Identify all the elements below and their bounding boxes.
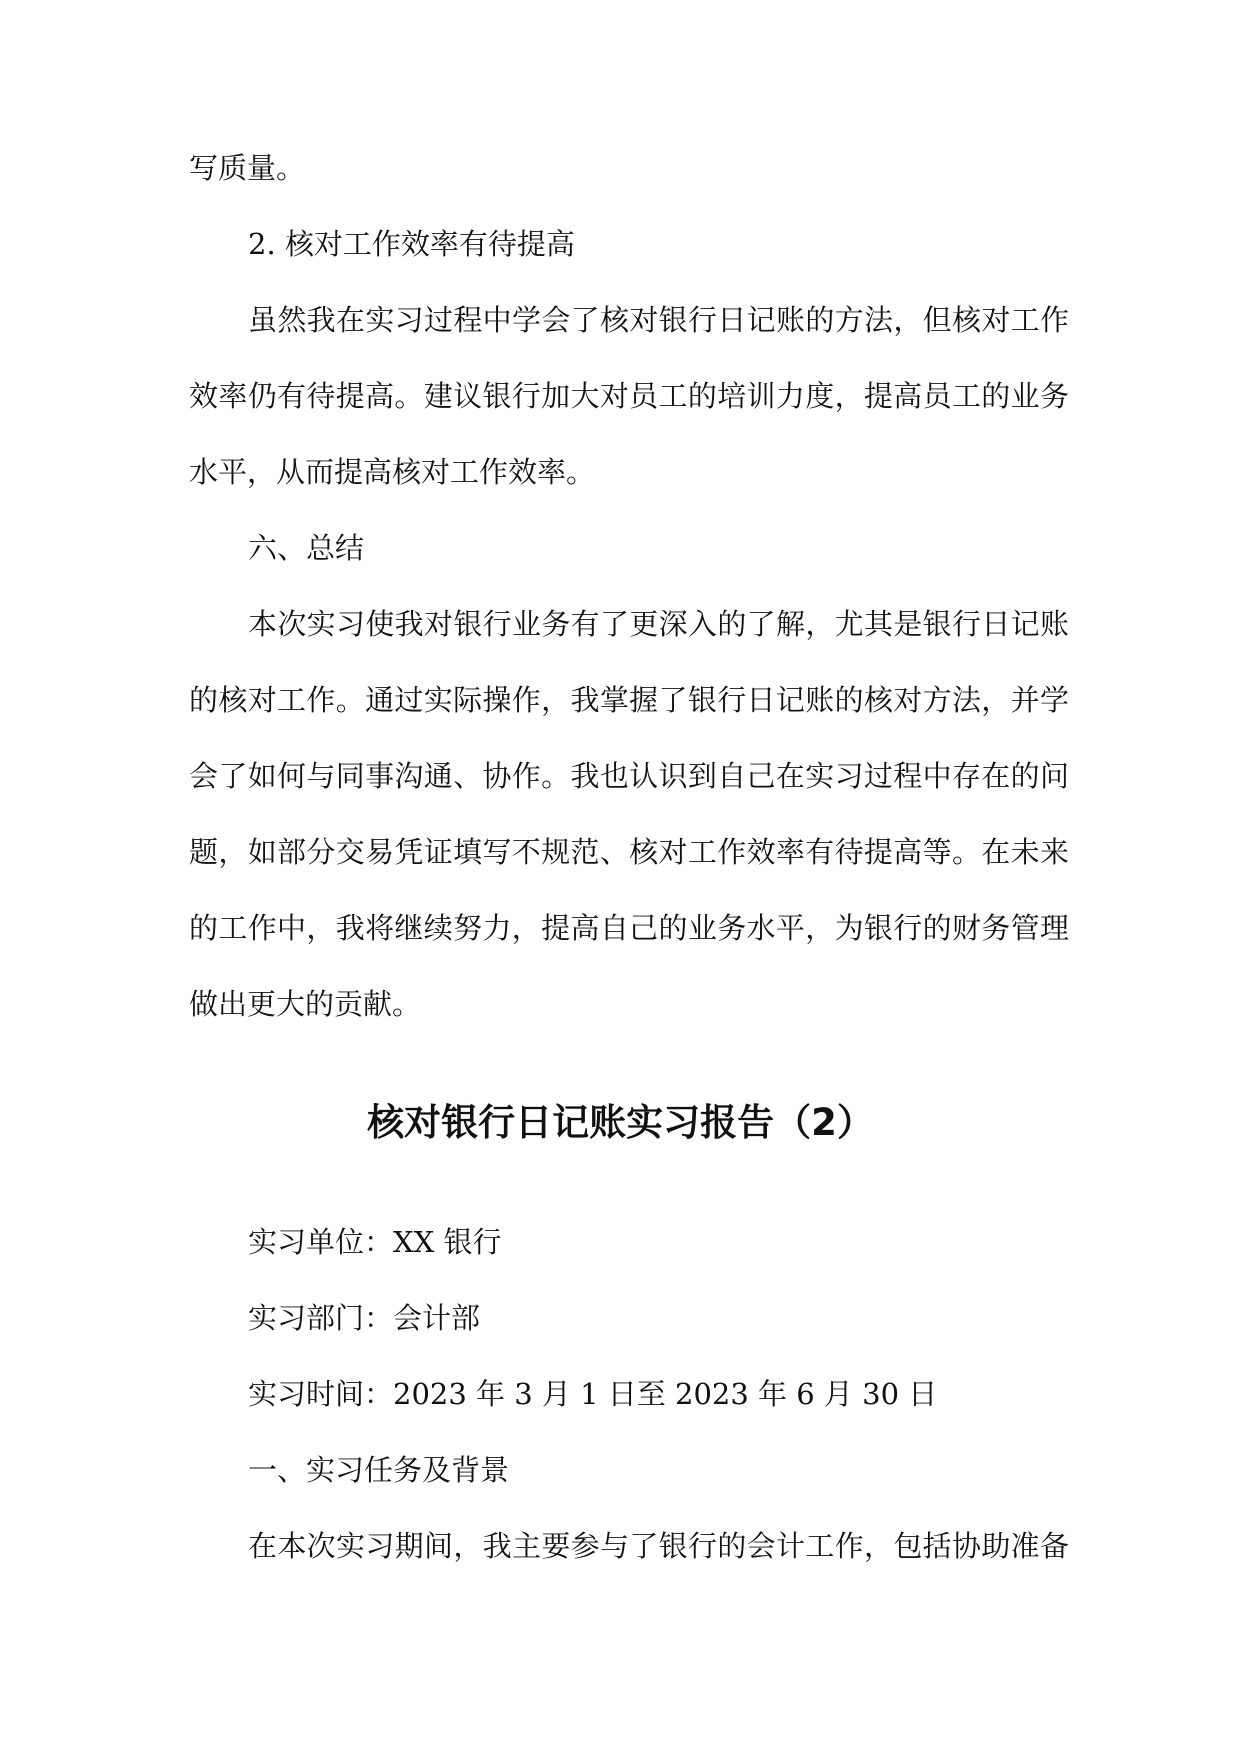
paragraph-line: 做出更大的贡献。 xyxy=(189,987,422,1021)
internship-department: 实习部门：会计部 xyxy=(248,1301,481,1335)
paragraph-line: 在本次实习期间，我主要参与了银行的会计工作，包括协助准备 xyxy=(248,1529,1069,1563)
paragraph-line: 虽然我在实习过程中学会了核对银行日记账的方法，但核对工作 xyxy=(248,303,1069,337)
paragraph-line: 的工作中，我将继续努力，提高自己的业务水平，为银行的财务管理 xyxy=(189,911,1069,945)
paragraph-line: 效率仍有待提高。建议银行加大对员工的培训力度，提高员工的业务 xyxy=(189,379,1069,413)
internship-unit: 实习单位：XX 银行 xyxy=(248,1225,502,1259)
paragraph-line: 的核对工作。通过实际操作，我掌握了银行日记账的核对方法，并学 xyxy=(189,683,1069,717)
report-title: 核对银行日记账实习报告（2） xyxy=(367,1101,874,1144)
paragraph-line: 水平，从而提高核对工作效率。 xyxy=(189,455,596,489)
internship-period: 实习时间：2023 年 3 月 1 日至 2023 年 6 月 30 日 xyxy=(248,1377,938,1411)
paragraph-line: 会了如何与同事沟通、协作。我也认识到自己在实习过程中存在的问 xyxy=(189,759,1069,793)
section-heading-summary: 六、总结 xyxy=(248,531,365,565)
paragraph-line: 本次实习使我对银行业务有了更深入的了解，尤其是银行日记账 xyxy=(248,607,1069,641)
subheading-efficiency: 2. 核对工作效率有待提高 xyxy=(248,227,575,261)
paragraph-line: 写质量。 xyxy=(189,151,306,185)
paragraph-line: 题，如部分交易凭证填写不规范、核对工作效率有待提高等。在未来 xyxy=(189,835,1069,869)
section-heading-tasks: 一、实习任务及背景 xyxy=(248,1453,510,1487)
